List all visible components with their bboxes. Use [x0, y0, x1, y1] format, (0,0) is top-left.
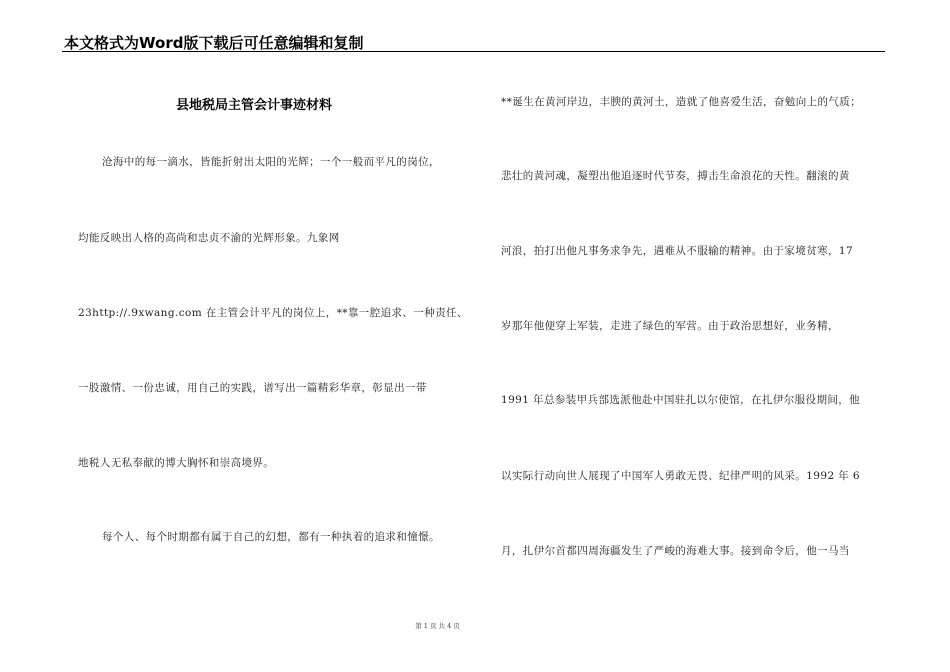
document-title: 县地税局主管会计事迹材料 [176, 98, 333, 113]
paragraph-line: 1991 年总参装甲兵部选派他赴中国驻扎以尔使馆，在扎伊尔服役期间，他 [501, 394, 861, 406]
paragraph-line: 23http://.9xwang.com 在主管会计平凡的岗位上，**靠一腔追求、一种责任、 [78, 307, 468, 319]
paragraph-line: 河浪，拍打出他凡事务求争先，遇难从不服输的精神。由于家境贫寒，17 [501, 245, 854, 257]
header-divider [62, 51, 885, 52]
page-number: 第 1 页 共 4 页 [415, 622, 460, 630]
paragraph-line: 悲壮的黄河魂，凝塑出他追逐时代节奏，搏击生命浪花的天性。翻滚的黄 [501, 170, 850, 182]
paragraph-line: 地税人无私奉献的博大胸怀和崇高境界。 [78, 457, 275, 469]
paragraph-line: 以实际行动向世人展现了中国军人勇敢无畏、纪律严明的风采。1992 年 6 [501, 470, 860, 482]
paragraph-line: 月，扎伊尔首都四周海疆发生了严峻的海难大事。接到命令后，他一马当 [501, 545, 850, 557]
paragraph-line: 均能反映出人格的高尚和忠贞不渝的光辉形象。九象网 [78, 232, 340, 244]
download-banner-title: 本文格式为Word版下载后可任意编辑和复制 [64, 34, 364, 52]
paragraph-line: 一股激情、一份忠诚，用自己的实践，谱写出一篇精彩华章，彰显出一带 [78, 382, 427, 394]
paragraph-line: 沧海中的每一滴水，皆能折射出太阳的光辉；一个一般而平凡的岗位， [102, 156, 440, 168]
paragraph-line: **诞生在黄河岸边，丰腴的黄河土，造就了他喜爱生活，奋勉向上的气质； [501, 96, 862, 108]
paragraph-line: 岁那年他便穿上军装，走进了绿色的军营。由于政治思想好，业务精， [501, 320, 839, 332]
paragraph-line: 每个人、每个时期都有属于自己的幻想，都有一种执着的追求和憧憬。 [102, 531, 440, 543]
